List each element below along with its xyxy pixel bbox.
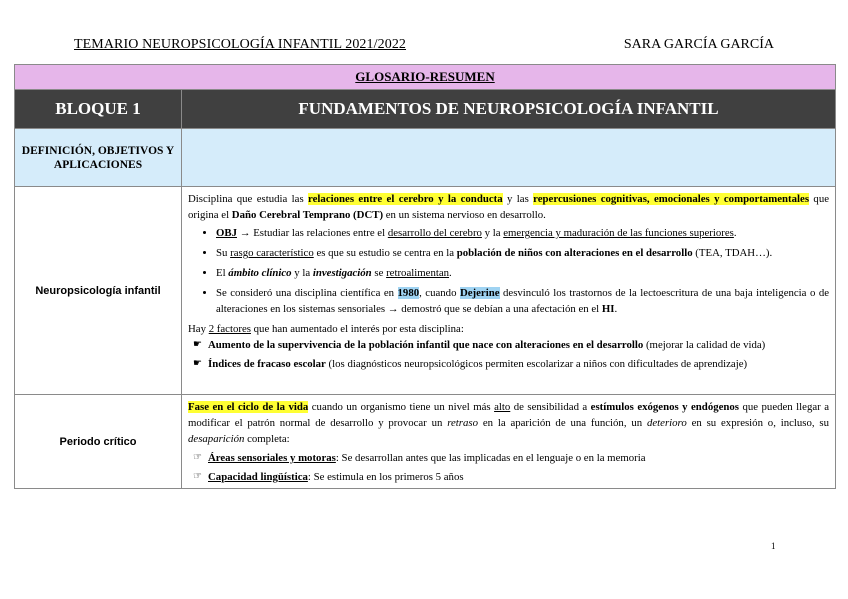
author-name: SARA GARCÍA GARCÍA [623, 37, 774, 52]
list-item: • Su rasgo característico es que su estudio se centra en la población de niños con alteraciones en el desarrollo (TEA, TDAH…). [216, 245, 829, 261]
document-title: TEMARIO NEUROPSICOLOGÍA INFANTIL 2021/2022 [74, 37, 407, 52]
factor-item: ☛ Índices de fracaso escolar (los diagnósticos neuropsicológicos permiten escolarizar a niños con dificultades de aprendizaje) [193, 358, 748, 370]
term-neuropsicologia: Neuropsicología infantil [15, 187, 182, 395]
definition-periodo-critico [182, 395, 836, 489]
definition-paragraph: Disciplina que estudia las relaciones entre el cerebro y la conducta y las repercusiones cognitivas, emocionales y comportamentales que origina el Daño Cerebral Temprano (DCT) en un sistema nervioso en desarrollo. [188, 193, 830, 221]
list-item: • OBJ → Estudiar las relaciones entre el desarrollo del cerebro y la emergencia y maduración de las funciones superiores. [216, 225, 829, 241]
pointing-hand-icon: ☛ [193, 358, 202, 369]
list-item: ☞ Capacidad lingüística: Se estimula en los primeros 5 años [193, 471, 464, 483]
pointing-hand-icon: ☛ [193, 339, 202, 350]
factors-intro: Hay 2 factores que han aumentado el interés por esta disciplina: [188, 323, 464, 335]
block-title: FUNDAMENTOS DE NEUROPSICOLOGÍA INFANTIL [182, 90, 836, 129]
definition-paragraph: Fase en el ciclo de la vida cuando un organismo tiene un nivel más alto de sensibilidad a estímulos exógenos y endógenos que pueden llegar a modificar el patrón normal de desarrollo y provocar un retraso en la aparición de una función, un deterioro en su expresión o, incluso, su desaparición completa: [188, 401, 830, 445]
glossary-table [14, 64, 836, 489]
page-number: 1 [771, 541, 776, 551]
list-item: • Se consideró una disciplina científica en 1980, cuando Dejerine desvinculó los trastornos de la lectoescritura de una baja inteligencia o de alteraciones en los sistemas sensoriales → demostró que se debían a una afectación en el HI. [216, 285, 829, 317]
block-label: BLOQUE 1 [15, 90, 182, 129]
definition-neuropsicologia [182, 187, 836, 395]
definitions-label: DEFINICIÓN, OBJETIVOS Y APLICACIONES [15, 129, 182, 187]
hand-icon: ☞ [193, 452, 202, 463]
glossary-title: GLOSARIO-RESUMEN [15, 65, 836, 90]
page-header [74, 37, 774, 55]
definitions-empty-cell [182, 129, 836, 187]
hand-icon: ☞ [193, 471, 202, 482]
bullet-list [188, 225, 829, 317]
factor-item: ☛ Aumento de la supervivencia de la población infantil que nace con alteraciones en el desarrollo (mejorar la calidad de vida) [193, 339, 766, 351]
term-periodo-critico: Periodo crítico [15, 395, 182, 489]
list-item: • El ámbito clínico y la investigación se retroalimentan. [216, 265, 829, 281]
list-item: ☞ Áreas sensoriales y motoras: Se desarrollan antes que las implicadas en el lenguaje o en la memoria [193, 452, 646, 464]
